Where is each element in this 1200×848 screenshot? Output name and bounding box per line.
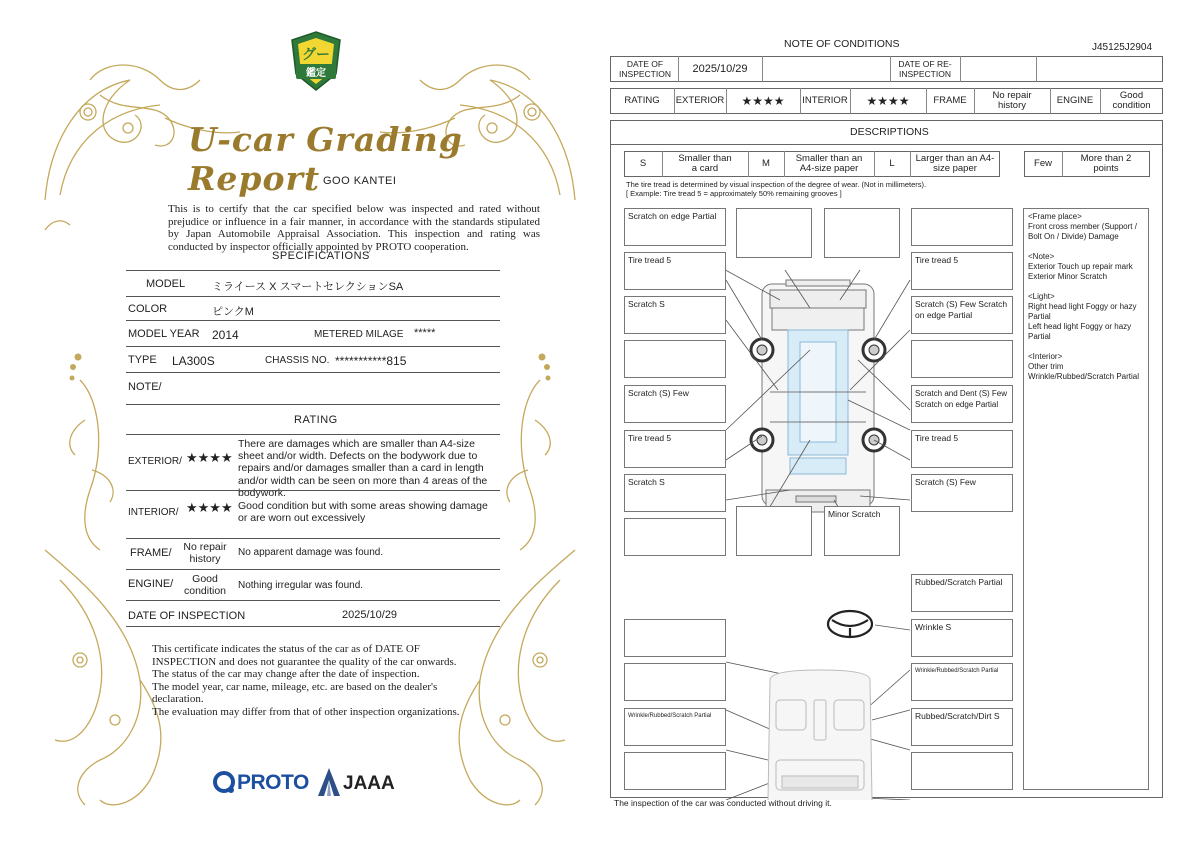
exterior-stars: ★★★★ [186,450,233,465]
report-subtitle: GOO KANTEI [323,175,397,187]
exterior-note-box: Scratch and Dent (S) Few Scratch on edge Partial [911,385,1013,423]
date-of-inspection-value: 2025/10/29 [692,62,748,75]
jaaa-logo-icon [318,768,340,796]
interior-note-box: Wrinkle/Rubbed/Scratch Partial [911,663,1013,701]
model-year-label: MODEL YEAR [128,328,200,340]
frame-value: No repair history [992,89,1032,111]
model-value: ミライース X スマートセレクションSA [212,281,404,293]
exterior-note-box: Scratch (S) Few [624,385,726,423]
note-label: NOTE/ [128,381,162,393]
engine-label: ENGINE [1056,94,1094,106]
date-of-inspection-label: DATE OF INSPECTION [619,58,671,79]
legend-few: Few [1034,157,1052,169]
mileage-value: ***** [414,327,436,339]
exterior-label: EXTERIOR [675,94,725,106]
date-of-inspection-label: DATE OF INSPECTION [128,610,246,622]
divider [126,404,500,405]
tire-note: The tire tread is determined by visual inspection of the degree of wear. (Not in millimeters). [626,180,927,189]
exterior-note-box: Scratch S [624,474,726,512]
divider [126,320,500,321]
frame-value: No repair history [183,541,227,566]
note-line [1028,282,1144,292]
divider [126,372,500,373]
exterior-stars: ★★★★ [741,93,785,108]
cell-divider [1036,56,1037,82]
interior-note-box [624,663,726,701]
rating-heading: RATING [294,414,338,426]
chassis-label: CHASSIS NO. [265,355,330,366]
interior-description: Good condition but with some areas showing damage or are worn out excessively [238,500,488,525]
badge-top-text: グー [302,46,330,62]
type-value: LA300S [172,354,215,368]
note-of-conditions [610,30,1165,820]
divider [126,346,500,347]
note-line: Wrinkle/Rubbed/Scratch Partial [1028,372,1140,381]
divider [126,569,500,570]
rating-label: RATING [624,94,660,106]
note-line: Front cross member (Support / Bolt On / Divide) Damage [1028,222,1137,241]
engine-label: ENGINE/ [128,578,174,590]
cell-divider [678,56,679,82]
divider [126,490,500,491]
exterior-note-box: Minor Scratch [824,506,900,556]
exterior-note-box: Tire tread 5 [624,252,726,290]
frame-description: No apparent damage was found. [238,547,384,558]
exterior-note-box: Scratch on edge Partial [624,208,726,246]
exterior-note-box [624,340,726,378]
specifications-heading: SPECIFICATIONS [272,250,370,262]
cell-divider [762,56,763,82]
divider [126,270,500,271]
document-id: J45125J2904 [1092,42,1153,53]
note-line: Exterior Touch up repair mark [1028,262,1133,271]
cell-divider [890,56,891,82]
exterior-label: EXTERIOR/ [128,456,182,467]
engine-value: Good condition [183,573,227,598]
exterior-note-box [736,506,812,556]
exterior-note-box: Tire tread 5 [911,430,1013,468]
interior-note-box: Wrinkle S [911,619,1013,657]
inspection-notes-panel [1023,208,1149,790]
divider [126,626,500,627]
proto-logo-icon [212,770,236,794]
exterior-note-box: Scratch (S) Few Scratch on edge Partial [911,296,1013,334]
chassis-value: ***********815 [335,354,407,368]
exterior-note-box: Tire tread 5 [624,430,726,468]
exterior-note-box: Scratch S [624,296,726,334]
note-line [1028,242,1144,252]
interior-note-box [911,752,1013,790]
divider [126,434,500,435]
frame-label: FRAME/ [130,547,172,559]
model-label: MODEL [146,278,186,290]
exterior-description: There are damages which are smaller than A4-size sheet and/or width. Defects on the bodywork due to repairs and/or damages smaller than a card in length and/or width can be seen on more than 4 areas of the bodywork. [238,438,488,499]
interior-stars: ★★★★ [186,500,233,515]
date-of-inspection-value: 2025/10/29 [342,609,398,621]
interior-note-box: Rubbed/Scratch/Dirt S [911,708,1013,746]
certificate-footer [152,643,482,719]
note-line: Other trim [1028,362,1064,371]
divider [126,538,500,539]
descriptions-heading: DESCRIPTIONS [850,126,929,138]
legend-m: M [762,157,770,169]
steering-wheel-icon [828,611,872,637]
note-line: <Note> [1028,252,1055,261]
engine-description: Nothing irregular was found. [238,580,364,591]
inspection-footnote: The inspection of the car was conducted without driving it. [614,798,832,808]
cell-divider [960,56,961,82]
exterior-note-box [911,340,1013,378]
type-label: TYPE [128,354,157,366]
note-line: Right head light Foggy or hazy Partial [1028,302,1137,321]
footer-line: The evaluation may differ from that of other inspection organizations. [152,705,460,718]
note-line: Exterior Minor Scratch [1028,272,1108,281]
note-line: <Light> [1028,292,1055,301]
proto-logo-text: PROTO [237,771,309,794]
color-label: COLOR [128,303,168,315]
legend-l: L [889,157,895,169]
divider [610,144,1163,145]
report-title: U-car Grading Report [188,120,463,198]
interior-stars: ★★★★ [866,93,910,108]
interior-label: INTERIOR [802,94,848,106]
grading-certificate [40,20,580,835]
note-line [1028,342,1144,352]
exterior-note-box [911,208,1013,246]
note-line: Left head light Foggy or hazy Partial [1028,322,1132,341]
interior-note-box [624,619,726,657]
exterior-note-box [736,208,812,258]
exterior-note-box: Tire tread 5 [911,252,1013,290]
footer-line: The model year, car name, mileage, etc. are based on the dealer's declaration. [152,680,438,706]
badge-main-text: 鑑定 [296,64,336,79]
legend-m-text: Smaller than an A4-size paper [795,152,863,174]
legend-l-text: Larger than an A4-size paper [915,152,995,174]
exterior-note-box [824,208,900,258]
divider [126,600,500,601]
certification-text: This is to certify that the car specified below was inspected and rated without prejudice or influence in a fair manner, in accordance with the standards stipulated by Japan Automobile Appraisal Association. This inspection and rating was conducted by inspector officially appointed by PROTO cooperation. [168,203,540,253]
mileage-label: METERED MILAGE [314,329,404,340]
footer-line: This certificate indicates the status of the car as of DATE OF INSPECTION and does not guarantee the quality of the car onwards. [152,643,457,668]
tire-example: [ Example: Tire tread 5 = approximately 50% remaining grooves ] [626,189,842,198]
exterior-note-box [624,518,726,556]
note-line: <Frame place> [1028,212,1082,221]
color-value: ピンクM [212,306,254,318]
model-year-value: 2014 [212,328,239,342]
frame-label: FRAME [933,94,967,106]
interior-note-box: Wrinkle/Rubbed/Scratch Partial [624,708,726,746]
legend-s-text: Smaller than a card [678,152,732,174]
engine-value: Good condition [1112,89,1151,111]
interior-label: INTERIOR/ [128,507,179,518]
footer-line: The status of the car may change after the date of inspection. [152,668,420,681]
jaaa-logo-text: JAAA [343,773,395,794]
interior-note-box: Rubbed/Scratch Partial [911,574,1013,612]
exterior-note-box: Scratch (S) Few [911,474,1013,512]
divider [126,296,500,297]
conditions-title: NOTE OF CONDITIONS [784,38,900,50]
legend-s: S [639,157,647,169]
note-line: <Interior> [1028,352,1063,361]
interior-note-box [624,752,726,790]
reinspection-label: DATE OF RE-INSPECTION [898,58,952,79]
legend-few-text: More than 2 points [1080,152,1132,174]
